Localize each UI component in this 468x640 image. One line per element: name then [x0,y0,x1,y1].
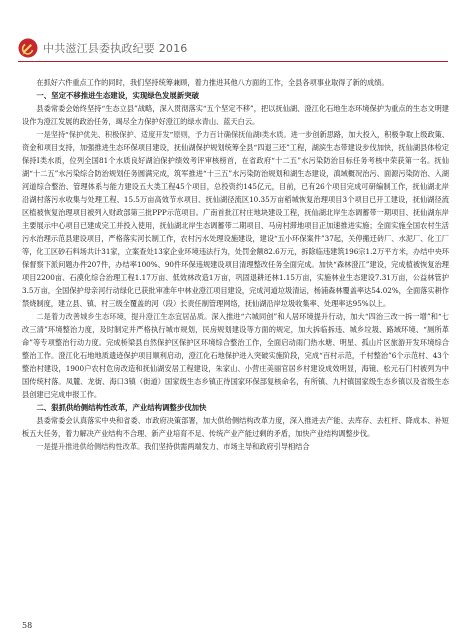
page-number: 58 [22,621,33,630]
section-heading-ecology: 一、坚定不移推进生态建设，实现绿色发展新突破 [36,91,199,100]
header-title: 中共滋江县委执政纪要 2016 [43,42,188,55]
paragraph-living-environment [22,310,449,401]
section-intro-ecology: 县委常委会始终坚持“生态立县”战略，深入贯彻落实“五个坚定不移”，把以抚仙湖、澄江化石地生态环境保护为重点的生态文明建设作为澄江发展的政治任务，竭尽全力保护好澄江的绿水青山、蓝天白云。 [22,104,449,126]
header-divider [18,61,448,62]
paragraph-text: 进一步创新思路，加大投入，积极争取上级政策、资金和项目支持，加强推进生态环保项目建设，抚仙湖保护规划统筹全县“四退三还”工程，湖滨生态带建设步伐加快，抚仙湖县体检定保持Ⅰ类水质，位列全国81个水质良好湖泊保护绩效考评审核榜首，在省政府“十二五”水污染防治目标任务考核中荣获第一名。抚仙湖“十二五”水污染综合防治规划任务圆满完成，筑军推进“十三五”水污染防治规划和湖生态建设，滇域概况治污、面源污染防治、入湖河道综合整治、管理体系与能力建设五大类工程45个项目，总投资约145亿元，目前，已有26个项目完成可研编制工作，抚仙湖北岸沿湖村落污水收集与处理工程、15.5万亩高效节水项目、抚仙湖径流区10.35万亩稻城恢复治理项目3个项目已开工建设，抚仙湖径流区植被恢复治理项目被列入财政部第三批PPP示范项目。广南首批江村庄地块建设工程，抚仙湖北岸生态调蓄带一期项目、抚仙湖东岸主要展示中心项目已建成完工并投入使用，抚仙湖北岸生态调蓄带二期项目、马房村滞地项目正加速推进实施；全面实施全国农村生活污水治理示范县建设项目，严格落实河长制工作，农村污水处理设施建设，建设“五小环保案件”37起，关停搬迁砖厂、水泥厂、化工厂等，化工区砂石料场共计31家，立案查处13家企业环境违法行为，处罚金额82.6万元，拆除临违建筑196宗1.2万平方米，办结中央环保督察下派问题办件207件，办结率100%、90件环保违规建设项目清理整改任务全面完成。加快“森林澄江”建设，完成植被恢复治理项目2200亩、石漠化综合治理工程1.17万亩、低效林改造1万亩，巩固退耕还林1.15万亩，实施林业生态建设7.31万亩，公益林管护3.5万亩，全国保护母亲河行动绿化已获批审准年中林业澄江项目建设，完成河道垃圾清运，杨浦森林覆盖率达54.02%，全面落实耕作禁烧制度，建立县、镇、村三级全覆盖的河（段）长责任制管理网络，抚仙湖沿岸垃圾收集率、处理率达95%以上。 [22,130,449,308]
paragraph-text: 我们坚持供需两端发力、市场主导和政府引导相结合 [144,442,310,451]
section-heading-supply-reform: 二、狠抓供给侧结构性改革，产业结构调整步伐加快 [36,403,207,412]
paragraph-lake-protection [22,128,449,310]
paragraph-lead: 二是着力改善城乡生态环境，提升澄江生态宜居品质。 [36,312,212,321]
document-body [22,76,449,616]
section-intro-supply-reform: 县委常委会认真落实中央和省委、市政府决策部署，加大供给侧结构改革力度，深入推进去产能、去库存、去杠杆、降成本、补短板五大任务，着力解决产业结构不合理、新产业培育不足、传统产业产能过剩的矛盾，加快产业结构调整步伐。 [22,416,449,438]
paragraph-lead: 一是坚持“保护优先、积极保护、适度开发”原则，予力百计确保抚仙湖I类水质。 [36,130,291,139]
paragraph-lead: 一是提升推进供给侧结构性改革。 [36,442,145,451]
paragraph-text: 深入推进“六城同创”和人居环境提升行动，加大“四治三改一拆一增”和“七改三清”环境整治力度，及时制定并严格执行城市规划，民房规划建设等方面的规定，加大拆临拆违、城乡垃圾、路域环境、“厕所革命”等专项整治行动力度。完成桥梁县自然保护区保护区环境综合整治工作，全面启动雨门热水塘、明星、孤山片区旅游开发环境综合整治工作。澄江化石地地质遗迹保护项目顺利启动，澄江化石地保护进入突破实施阶段，完成“百村示范，千村整治”6个示范村、43个整治村建设，1900户农村危房改造和抚仙湖安居工程建设，朱家山、小营庄美丽官居乡村建设成效明显，海镜、松元石门村被列为中国传统村落。凤麓、龙街、海口3镇（街道）国家级生态乡镇正待国家环保部复核命名，有所镇、九村镇国家级生态乡镇以及省级生态县创建已完成申报工作。 [22,312,449,399]
page-header [18,38,448,58]
party-emblem-icon [18,38,38,58]
intro-paragraph: 在抓好六件重点工作的同时，我们坚持统筹兼顾，着力推进其他八方面的工作，全县各项事业取得了新的成绩。 [36,78,389,87]
paragraph-supply-reform [22,440,449,453]
